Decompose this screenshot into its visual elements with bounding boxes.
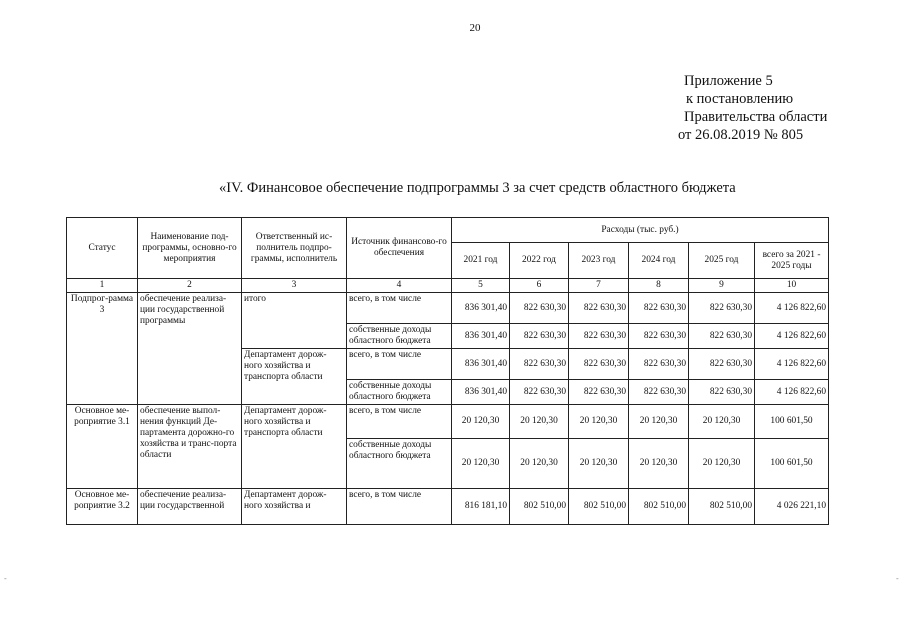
year-value-cell: 20 120,30	[569, 439, 629, 489]
source-cell: собственные доходы областного бюджета	[347, 380, 452, 405]
year-value-cell: 20 120,30	[452, 405, 510, 439]
total-value-cell: 4 126 822,60	[755, 380, 829, 405]
year-value-cell: 802 510,00	[510, 489, 569, 525]
header-executor: Ответственный ис-полнитель подпро-граммы, исполнитель	[242, 218, 347, 279]
year-value-cell: 20 120,30	[629, 439, 689, 489]
column-number: 9	[689, 279, 755, 293]
header-year-2021: 2021 год	[452, 243, 510, 279]
document-title: «IV. Финансовое обеспечение подпрограммы 3 за счет средств областного бюджета	[219, 180, 736, 196]
year-value-cell: 822 630,30	[689, 324, 755, 349]
total-value-cell: 100 601,50	[755, 439, 829, 489]
column-number: 7	[569, 279, 629, 293]
year-value-cell: 822 630,30	[569, 324, 629, 349]
name-cell: обеспечение реализа-ции государственной программы	[138, 293, 242, 405]
header-expenses: Расходы (тыс. руб.)	[452, 218, 829, 243]
year-value-cell: 822 630,30	[689, 293, 755, 324]
name-cell: обеспечение выпол-нения функций Де-партамента дорожно-го хозяйства и транс-порта области	[138, 405, 242, 489]
column-number: 4	[347, 279, 452, 293]
header-total: всего за 2021 - 2025 годы	[755, 243, 829, 279]
edge-mark-left: -	[4, 574, 7, 583]
appendix-line-3: Правительства области	[684, 109, 828, 125]
appendix-line-4: от 26.08.2019 № 805	[678, 127, 804, 143]
page-number: 20	[469, 22, 481, 34]
column-number: 5	[452, 279, 510, 293]
year-value-cell: 822 630,30	[689, 380, 755, 405]
column-number: 1	[67, 279, 138, 293]
appendix-line-2: к постановлению	[686, 91, 794, 107]
table-row	[67, 489, 829, 525]
year-value-cell: 836 301,40	[452, 349, 510, 380]
year-value-cell: 822 630,30	[569, 349, 629, 380]
year-value-cell: 822 630,30	[569, 293, 629, 324]
year-value-cell: 802 510,00	[569, 489, 629, 525]
year-value-cell: 802 510,00	[629, 489, 689, 525]
executor-cell: Департамент дорож-ного хозяйства и транспорта области	[242, 349, 347, 405]
source-cell: всего, в том числе	[347, 293, 452, 324]
year-value-cell: 822 630,30	[629, 324, 689, 349]
column-number: 2	[138, 279, 242, 293]
year-value-cell: 822 630,30	[510, 324, 569, 349]
header-year-2024: 2024 год	[629, 243, 689, 279]
year-value-cell: 836 301,40	[452, 293, 510, 324]
total-value-cell: 4 126 822,60	[755, 324, 829, 349]
year-value-cell: 836 301,40	[452, 380, 510, 405]
status-cell: Подпрог-рамма 3	[67, 293, 138, 405]
year-value-cell: 20 120,30	[569, 405, 629, 439]
year-value-cell: 20 120,30	[452, 439, 510, 489]
column-number: 8	[629, 279, 689, 293]
appendix-line-1: Приложение 5	[684, 73, 773, 89]
year-value-cell: 822 630,30	[629, 349, 689, 380]
edge-mark-right: -	[896, 574, 899, 583]
source-cell: всего, в том числе	[347, 405, 452, 439]
status-cell: Основное ме-роприятие 3.1	[67, 405, 138, 489]
year-value-cell: 822 630,30	[569, 380, 629, 405]
year-value-cell: 822 630,30	[689, 349, 755, 380]
year-value-cell: 20 120,30	[629, 405, 689, 439]
header-year-2022: 2022 год	[510, 243, 569, 279]
table-row	[67, 293, 829, 324]
financing-table	[66, 217, 829, 525]
year-value-cell: 822 630,30	[629, 380, 689, 405]
total-value-cell: 100 601,50	[755, 405, 829, 439]
header-name: Наименование под-программы, основно-го мероприятия	[138, 218, 242, 279]
executor-cell: итого	[242, 293, 347, 349]
executor-cell: Департамент дорож-ного хозяйства и	[242, 489, 347, 525]
year-value-cell: 20 120,30	[510, 405, 569, 439]
executor-cell: Департамент дорож-ного хозяйства и транспорта области	[242, 405, 347, 489]
appendix-block	[678, 72, 828, 144]
source-cell: собственные доходы областного бюджета	[347, 324, 452, 349]
year-value-cell: 20 120,30	[689, 405, 755, 439]
column-number: 6	[510, 279, 569, 293]
year-value-cell: 836 301,40	[452, 324, 510, 349]
column-number: 3	[242, 279, 347, 293]
source-cell: собственные доходы областного бюджета	[347, 439, 452, 489]
year-value-cell: 822 630,30	[629, 293, 689, 324]
header-year-2025: 2025 год	[689, 243, 755, 279]
status-cell: Основное ме-роприятие 3.2	[67, 489, 138, 525]
year-value-cell: 802 510,00	[689, 489, 755, 525]
source-cell: всего, в том числе	[347, 489, 452, 525]
total-value-cell: 4 126 822,60	[755, 293, 829, 324]
name-cell: обеспечение реализа-ции государственной	[138, 489, 242, 525]
year-value-cell: 822 630,30	[510, 349, 569, 380]
year-value-cell: 822 630,30	[510, 293, 569, 324]
header-status: Статус	[67, 218, 138, 279]
year-value-cell: 816 181,10	[452, 489, 510, 525]
source-cell: всего, в том числе	[347, 349, 452, 380]
header-year-2023: 2023 год	[569, 243, 629, 279]
year-value-cell: 822 630,30	[510, 380, 569, 405]
column-number: 10	[755, 279, 829, 293]
year-value-cell: 20 120,30	[689, 439, 755, 489]
total-value-cell: 4 126 822,60	[755, 349, 829, 380]
total-value-cell: 4 026 221,10	[755, 489, 829, 525]
table-row	[67, 405, 829, 439]
year-value-cell: 20 120,30	[510, 439, 569, 489]
header-source: Источник финансово-го обеспечения	[347, 218, 452, 279]
